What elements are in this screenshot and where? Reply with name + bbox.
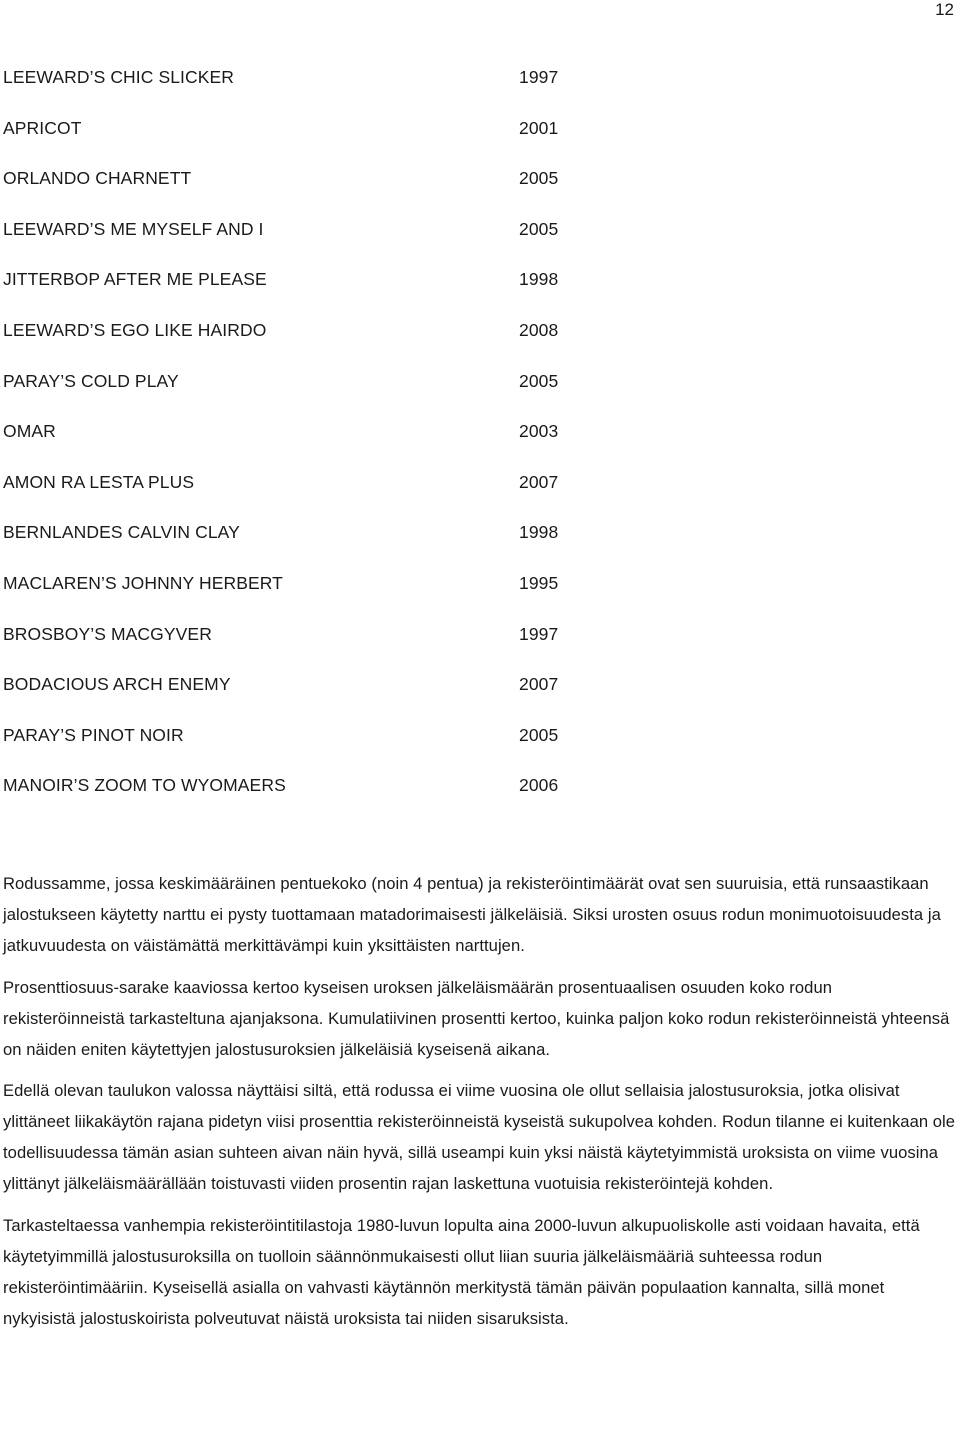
- sire-name: PARAY’S COLD PLAY: [3, 370, 179, 391]
- sire-list: [3, 64, 573, 823]
- sire-name: AMON RA LESTA PLUS: [3, 471, 195, 492]
- sire-birth-year: 2005: [519, 168, 559, 189]
- sire-birth-year: 2006: [519, 775, 559, 796]
- sire-birth-year: 2007: [519, 674, 559, 695]
- sire-name: LEEWARD’S CHIC SLICKER: [3, 67, 235, 87]
- sire-name: OMAR: [3, 421, 56, 442]
- sire-birth-year: 2005: [519, 218, 559, 239]
- sire-name: LEEWARD’S ME MYSELF AND I: [3, 218, 264, 239]
- sire-name: LEEWARD’S EGO LIKE HAIRDO: [3, 319, 267, 340]
- page-number: 12: [935, 0, 954, 19]
- sire-row: [3, 722, 573, 773]
- sire-name: BODACIOUS ARCH ENEMY: [3, 674, 231, 695]
- paragraph: Rodussamme, jossa keskimääräinen pentuekoko (noin 4 pentua) ja rekisteröintimäärät ovat sen suuruisia, että runsaastikaan jalostukseen käytetty narttu ei pysty tuottamaan matadorimaisesti jälkeläisiä. Siksi urosten osuus rodun monimuotoisuudesta ja jatkuvuudesta on väistämättä merkittävämpi kuin yksittäisten narttujen.: [3, 874, 941, 955]
- sire-birth-year: 2008: [519, 319, 559, 340]
- sire-row: [3, 772, 573, 823]
- sire-birth-year: 2007: [519, 471, 559, 492]
- sire-row: [3, 621, 573, 672]
- sire-birth-year: 2005: [519, 370, 559, 391]
- sire-name: MACLAREN’S JOHNNY HERBERT: [3, 572, 283, 593]
- sire-row: [3, 317, 573, 368]
- sire-row: [3, 570, 573, 621]
- sire-name: APRICOT: [3, 117, 82, 138]
- sire-row: [3, 64, 573, 115]
- paragraph: Edellä olevan taulukon valossa näyttäisi siltä, että rodussa ei viime vuosina ole ollut sellaisia jalostusuroksia, jotka olisivat ylittäneet liikakäytön rajana pidetyn viisi prosenttia rekisteröinneistä kyseistä sukupolvea kohden. Rodun tilanne ei kuitenkaan ole todellisuudessa tämän asian suhteen aivan näin hyvä, sillä useampi kuin yksi näistä käytetyimmistä uroksista on viime vuosina ylittänyt jälkeläismäärällään toistuvasti viiden prosentin rajan laskettuna vuotuisia rekisteröintejä kohden.: [3, 1081, 956, 1193]
- sire-name: BROSBOY’S MACGYVER: [3, 623, 212, 644]
- paragraph: Tarkasteltaessa vanhempia rekisteröintitilastoja 1980-luvun lopulta aina 2000-luvun alkupuoliskolle asti voidaan havaita, että käytetyimmillä jalostusuroksilla on tuolloin säännönmukaisesti ollut liian suuria jälkeläismääriä suhteessa rodun rekisteröintimääriin. Kyseisellä asialla on vahvasti käytännön merkitystä tämän päivän populaation kannalta, sillä monet nykyisistä jalostuskoirista polveutuvat näistä uroksista tai niiden sisaruksista.: [3, 1215, 920, 1328]
- sire-birth-year: 1998: [519, 522, 559, 543]
- paragraph: Prosenttiosuus-sarake kaaviossa kertoo kyseisen uroksen jälkeläismäärän prosentuaalisen osuuden koko rodun rekisteröinneistä tarkasteltuna ajanjaksona. Kumulatiivinen prosentti kertoo, kuinka paljon koko rodun rekisteröinneistä yhteensä on näiden eniten käytettyjen jalostusuroksien jälkeläisiä kyseisenä aikana.: [3, 977, 950, 1059]
- sire-row: [3, 165, 573, 216]
- sire-name: ORLANDO CHARNETT: [3, 168, 192, 189]
- sire-birth-year: 2003: [519, 421, 559, 442]
- sire-name: PARAY’S PINOT NOIR: [3, 724, 184, 745]
- sire-birth-year: 1997: [519, 623, 559, 644]
- sire-name: JITTERBOP AFTER ME PLEASE: [3, 269, 267, 290]
- sire-birth-year: 2001: [519, 117, 559, 138]
- sire-birth-year: 1997: [519, 67, 559, 87]
- sire-name: MANOIR’S ZOOM TO WYOMAERS: [3, 775, 286, 796]
- sire-name: BERNLANDES CALVIN CLAY: [3, 522, 240, 543]
- body-text: [3, 868, 957, 1344]
- sire-row: [3, 469, 573, 520]
- sire-row: [3, 671, 573, 722]
- sire-birth-year: 1998: [519, 269, 559, 290]
- sire-row: [3, 216, 573, 267]
- sire-row: [3, 418, 573, 469]
- sire-birth-year: 1995: [519, 572, 559, 593]
- sire-birth-year: 2005: [519, 724, 559, 745]
- sire-row: [3, 266, 573, 317]
- sire-row: [3, 519, 573, 570]
- sire-row: [3, 115, 573, 166]
- sire-row: [3, 368, 573, 419]
